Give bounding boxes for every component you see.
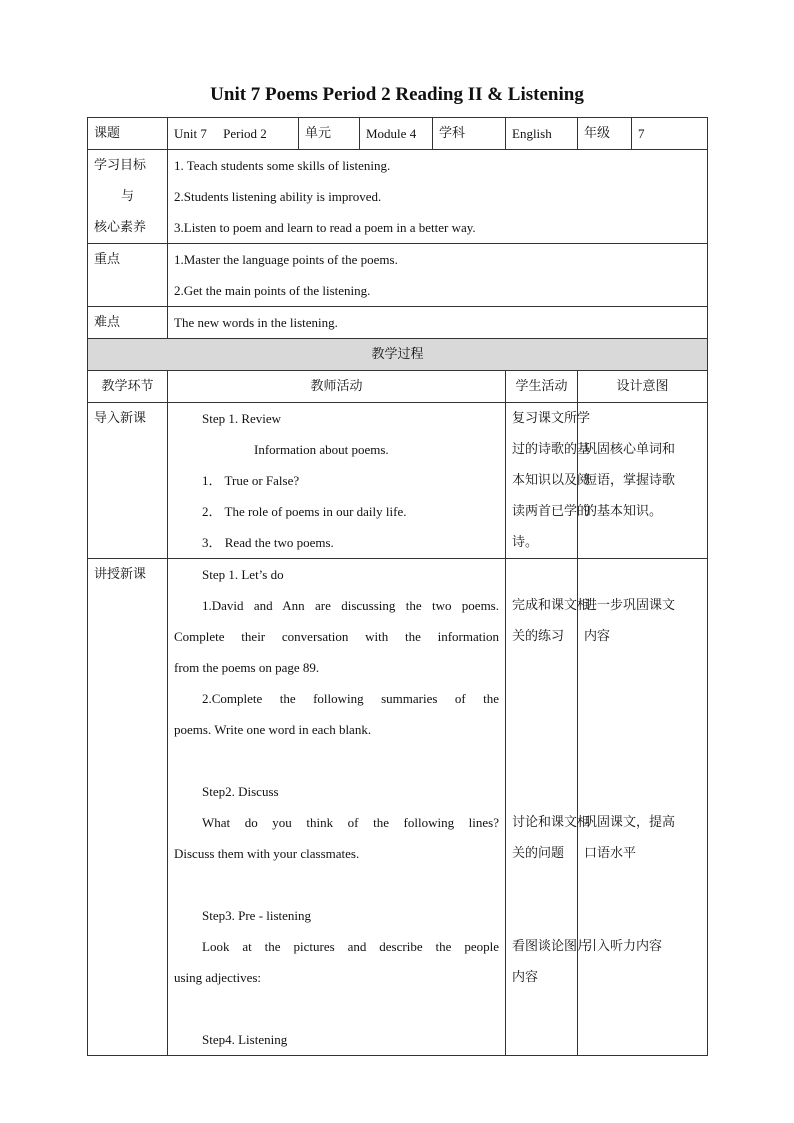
key-points-label: 重点 <box>88 244 168 307</box>
objective-item: 1. Teach students some skills of listening. <box>174 158 391 173</box>
intro-intent: 巩固核心单词和 短语，掌握诗歌 的基本知识。 <box>578 403 708 559</box>
column-header-intent: 设计意图 <box>578 371 708 403</box>
unit-value: Module 4 <box>360 118 433 150</box>
objectives-row <box>88 150 708 244</box>
difficulties-row <box>88 307 708 339</box>
difficulties-value: The new words in the listening. <box>168 307 708 339</box>
column-header-student: 学生活动 <box>506 371 578 403</box>
column-header-stage: 教学环节 <box>88 371 168 403</box>
unit-label: 单元 <box>299 118 360 150</box>
teaching-student: 完成和课文相 关的练习 讨论和课文相 关的问题 看图谈论图片 内容 <box>506 559 578 1056</box>
grade-value: 7 <box>632 118 708 150</box>
subject-label: 学科 <box>433 118 506 150</box>
subject-value: English <box>506 118 578 150</box>
topic-label: 课题 <box>88 118 168 150</box>
key-points-row <box>88 244 708 307</box>
process-header-row <box>88 339 708 371</box>
objectives-label: 学习目标 与 核心素养 <box>88 150 168 244</box>
document-title: Unit 7 Poems Period 2 Reading II & Listening <box>210 84 584 105</box>
objectives-content <box>168 150 708 244</box>
difficulties-label: 难点 <box>88 307 168 339</box>
column-header-row <box>88 371 708 403</box>
topic-value: Unit 7 Period 2 <box>168 118 299 150</box>
objective-item: 2.Students listening ability is improved. <box>174 189 382 204</box>
teaching-stage: 讲授新课 <box>88 559 168 1056</box>
intro-row <box>88 403 708 559</box>
key-point-item: 1.Master the language points of the poems. <box>174 252 398 267</box>
key-point-item: 2.Get the main points of the listening. <box>174 283 371 298</box>
key-points-content <box>168 244 708 307</box>
teaching-teacher: Step 1. Let’s do 1.David and Ann are discussing the two poems. Complete their conversation with the information from the poems on page 89. 2.Complete the following summaries of the poems. Write one word in each blank. Step2. Discuss What do you think of the following lines? Discuss them with your classmates. Step3. Pre - listening Look at the pictures and describe the people using adjectives: Step4. Listening <box>168 559 506 1056</box>
column-header-teacher: 教师活动 <box>168 371 506 403</box>
teaching-row <box>88 559 708 1056</box>
teaching-intent: 进一步巩固课文 内容 巩固课文，提高 口语水平 引入听力内容 <box>578 559 708 1056</box>
process-header: 教学过程 <box>88 339 708 371</box>
intro-stage: 导入新课 <box>88 403 168 559</box>
info-row <box>88 118 708 150</box>
grade-label: 年级 <box>578 118 632 150</box>
intro-student: 复习课文所学 过的诗歌的基 本知识以及阅 读两首已学的 诗。 <box>506 403 578 559</box>
lesson-plan-table <box>87 117 708 1056</box>
objective-item: 3.Listen to poem and learn to read a poem in a better way. <box>174 220 476 235</box>
intro-teacher: Step 1. Review Information about poems. 1． True or False? 2． The role of poems in our daily life. 3． Read the two poems. <box>168 403 506 559</box>
